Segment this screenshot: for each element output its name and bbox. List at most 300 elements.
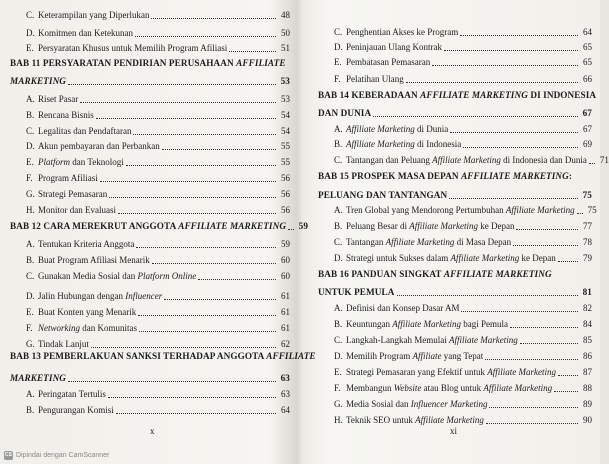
toc-entry-title: [38, 323, 137, 334]
toc-entry-letter: D.: [334, 253, 343, 263]
toc-entry-title: [346, 319, 508, 330]
toc-title-part: Definisi dan Konsep Dasar AM: [346, 303, 460, 313]
toc-leader-dots: [116, 413, 276, 414]
toc-entry-letter: A.: [334, 205, 343, 215]
toc-title-part: dan Teknologi: [70, 157, 124, 167]
toc-title-part: Tantangan: [346, 237, 386, 247]
toc-page-number: 75: [582, 190, 592, 200]
toc-leader-dots: [151, 18, 276, 19]
toc-leader-dots: [485, 359, 578, 360]
toc-title-part: Affiliate Marketing: [385, 237, 455, 247]
toc-entry-letter: H.: [334, 415, 343, 425]
toc-entry-right-1: [318, 42, 592, 53]
toc-title-part: AFFILIATE: [236, 58, 286, 68]
toc-title-part: Persyaratan Khusus untuk Memilih Program Afiliasi: [38, 43, 228, 53]
toc-leader-dots: [152, 263, 276, 264]
toc-title-part: Akun pembayaran dan Perbankan: [38, 141, 160, 151]
toc-title-part: Buat Program Afiliasi Menarik: [38, 255, 150, 265]
toc-entry-right-21: [318, 367, 592, 378]
toc-entry-title: [318, 287, 395, 298]
toc-title-part: Affiliate Marketing: [448, 335, 518, 345]
toc-entry-title: [38, 110, 94, 121]
toc-entry-letter: A.: [26, 239, 35, 249]
toc-leader-dots: [406, 82, 578, 83]
toc-page-number: 84: [583, 319, 592, 329]
toc-title-part: Keterampilan yang Diperlukan: [38, 10, 150, 20]
toc-leader-dots: [449, 198, 578, 199]
toc-chapter-left-4: [10, 76, 290, 87]
toc-entry-letter: G.: [334, 399, 343, 409]
page-number-left: x: [150, 426, 155, 436]
toc-entry-title: [38, 291, 162, 302]
toc-leader-dots: [373, 116, 578, 117]
toc-entry-title: [318, 269, 552, 280]
toc-entry-title: [346, 57, 430, 68]
toc-entry-title: [10, 76, 66, 87]
toc-title-part: Affiliate Marketing: [450, 253, 520, 263]
toc-leader-dots: [558, 375, 578, 376]
toc-chapter-left-13: [10, 221, 309, 232]
toc-page-number: 82: [583, 303, 592, 313]
toc-leader-dots: [68, 381, 276, 382]
toc-entry-title: [38, 339, 89, 350]
toc-entry-letter: B.: [26, 405, 35, 415]
toc-entry-left-23: [10, 389, 290, 400]
toc-title-part: Keuntungan: [346, 319, 393, 329]
toc-leader-dots: [444, 50, 578, 51]
toc-title-part: Platform: [38, 157, 71, 167]
toc-leader-dots: [126, 165, 276, 166]
toc-entry-right-22: [318, 383, 592, 394]
toc-entry-right-20: [318, 351, 592, 362]
toc-title-part: PELUANG DAN TANTANGAN: [318, 190, 448, 200]
toc-page-number: 85: [583, 335, 592, 345]
toc-entry-title: [346, 42, 442, 53]
toc-leader-dots: [91, 347, 276, 348]
toc-entry-letter: C.: [26, 10, 35, 20]
toc-page-number: 61: [281, 307, 290, 317]
toc-entry-title: [346, 139, 461, 150]
toc-leader-dots: [450, 132, 578, 133]
toc-page-number: 54: [281, 110, 290, 120]
right-page: [300, 0, 609, 464]
toc-title-part: Rencana Bisnis: [38, 110, 94, 120]
toc-entry-title: [346, 74, 404, 85]
toc-title-part: DI INDONESIA: [527, 90, 597, 100]
toc-title-part: Tantangan dan Peluang: [346, 155, 433, 165]
toc-page-number: 53: [280, 76, 290, 86]
toc-page-number: 60: [281, 255, 290, 265]
toc-entry-letter: A.: [26, 94, 35, 104]
toc-entry-right-12: [318, 221, 592, 232]
toc-title-part: di Dunia: [414, 124, 449, 134]
toc-title-part: Teknik SEO untuk: [346, 415, 416, 425]
toc-leader-dots: [516, 229, 578, 230]
toc-entry-right-6: [318, 124, 592, 135]
toc-entry-title: [38, 126, 131, 137]
toc-page-number: 48: [281, 10, 290, 20]
toc-leader-dots: [460, 35, 578, 36]
toc-chapter-right-15: [318, 269, 592, 280]
toc-page-number: 67: [583, 124, 592, 134]
toc-entry-left-9: [10, 157, 290, 168]
toc-entry-right-18: [318, 319, 592, 330]
toc-entry-title: [346, 303, 459, 314]
toc-title-part: Peringatan Tertulis: [38, 389, 106, 399]
toc-title-part: Riset Pasar: [38, 94, 79, 104]
toc-entry-title: [346, 221, 514, 232]
toc-page-number: 55: [281, 141, 290, 151]
page-number-right: xi: [450, 426, 458, 436]
toc-chapter-right-4: [318, 90, 597, 101]
toc-page-number: 67: [582, 108, 592, 118]
toc-entry-right-19: [318, 335, 592, 346]
toc-page-number: 61: [281, 291, 290, 301]
toc-title-part: Program Afiliasi: [38, 173, 98, 183]
toc-entry-title: [38, 239, 134, 250]
toc-title-part: Pengurangan Komisi: [38, 405, 114, 415]
toc-entry-title: [10, 373, 66, 384]
toc-entry-title: [38, 43, 227, 54]
toc-chapter-right-16: [318, 287, 592, 298]
toc-entry-title: [38, 173, 98, 184]
toc-leader-dots: [108, 397, 276, 398]
toc-title-part: Affiliate Marketing: [415, 415, 484, 425]
toc-entry-letter: C.: [26, 126, 35, 136]
toc-title-part: Penghentian Akses ke Program: [346, 27, 459, 37]
toc-entry-letter: F.: [334, 74, 341, 84]
toc-entry-title: [346, 237, 511, 248]
toc-entry-left-11: [10, 189, 290, 200]
toc-title-part: DAN DUNIA: [318, 108, 372, 118]
toc-title-part: Website: [393, 383, 422, 393]
toc-page-number: 56: [281, 173, 290, 183]
toc-leader-dots: [100, 181, 276, 182]
toc-leader-dots: [513, 245, 578, 246]
toc-leader-dots: [162, 149, 276, 150]
toc-entry-letter: H.: [26, 205, 35, 215]
toc-entry-left-2: [10, 43, 290, 54]
toc-entry-title: [10, 58, 286, 69]
toc-title-part: Legalitas dan Pendaftaran: [38, 126, 132, 136]
toc-entry-left-12: [10, 205, 290, 216]
toc-entry-title: [346, 383, 552, 394]
toc-title-part: Gunakan Media Sosial dan: [38, 271, 138, 281]
toc-page-number: 65: [583, 42, 592, 52]
toc-entry-title: [346, 155, 587, 166]
toc-entry-title: [38, 10, 149, 21]
toc-title-part: Tindak Lanjut: [38, 339, 89, 349]
toc-title-part: Monitor dan Evaluasi: [38, 205, 116, 215]
toc-entry-title: [346, 399, 487, 410]
toc-entry-letter: E.: [334, 367, 342, 377]
toc-title-part: Peluang Besar di: [346, 221, 410, 231]
toc-leader-dots: [554, 391, 578, 392]
toc-entry-right-3: [318, 74, 592, 85]
toc-leader-dots: [164, 299, 276, 300]
toc-leader-dots: [510, 327, 578, 328]
toc-title-part: BAB 11 PERSYARATAN PENDIRIAN PERUSAHAAN: [10, 58, 237, 68]
toc-page-number: 64: [281, 405, 290, 415]
toc-page-number: 90: [583, 415, 592, 425]
toc-leader-dots: [229, 51, 276, 52]
toc-entry-title: [346, 124, 448, 135]
toc-entry-title: [346, 335, 518, 346]
toc-leader-dots: [68, 84, 276, 85]
toc-title-part: :: [568, 171, 573, 181]
toc-title-part: AFFILIATE MARKETING: [178, 221, 287, 231]
toc-entry-title: [318, 108, 371, 119]
toc-leader-dots: [109, 197, 276, 198]
toc-entry-title: [346, 27, 458, 38]
toc-entry-title: [10, 221, 286, 232]
toc-entry-letter: E.: [26, 157, 34, 167]
toc-page-number: 50: [281, 28, 290, 38]
toc-leader-dots: [486, 423, 578, 424]
toc-title-part: BAB 12 CARA MEREKRUT ANGGOTA: [10, 221, 179, 231]
toc-title-part: Media Sosial dan: [346, 399, 411, 409]
toc-title-part: di Masa Depan: [454, 237, 512, 247]
toc-page-number: 75: [587, 205, 597, 215]
toc-title-part: Affiliate Marketing: [432, 155, 501, 165]
toc-title-part: atau Blog untuk: [421, 383, 484, 393]
toc-entry-title: [318, 90, 596, 101]
toc-entry-right-23: [318, 399, 592, 410]
toc-entry-right-14: [318, 253, 592, 264]
toc-entry-letter: F.: [26, 323, 33, 333]
toc-entry-title: [346, 351, 483, 362]
toc-leader-dots: [198, 279, 276, 280]
toc-entry-left-10: [10, 173, 290, 184]
toc-page-number: 89: [583, 399, 592, 409]
toc-page-number: 54: [281, 126, 290, 136]
toc-title-part: Affiliate: [412, 351, 442, 361]
toc-entry-right-0: [318, 27, 592, 38]
toc-title-part: Affiliate Marketing: [346, 124, 415, 134]
toc-leader-dots: [461, 311, 578, 312]
toc-title-part: MARKETING: [10, 373, 67, 383]
toc-title-part: AFFILIATE MARKETING: [420, 90, 528, 100]
toc-title-part: BAB 16 PANDUAN SINGKAT: [318, 269, 444, 279]
toc-entry-left-19: [10, 323, 290, 334]
toc-title-part: Affiliate Marketing: [392, 319, 461, 329]
toc-entry-title: [38, 157, 124, 168]
toc-title-part: AFFILIATE: [266, 351, 316, 361]
toc-entry-letter: E.: [334, 57, 342, 67]
toc-entry-left-18: [10, 307, 290, 318]
toc-page-number: 78: [583, 237, 592, 247]
toc-entry-letter: B.: [334, 319, 343, 329]
toc-entry-letter: C.: [334, 237, 343, 247]
toc-title-part: Tren Global yang Mendorong Pertumbuhan: [346, 205, 506, 215]
toc-title-part: bagi Pemula: [461, 319, 508, 329]
toc-entry-letter: A.: [334, 303, 343, 313]
toc-title-part: Pelatihan Ulang: [346, 74, 404, 84]
toc-page-number: 81: [582, 287, 592, 297]
toc-page-number: 60: [281, 271, 290, 281]
toc-leader-dots: [520, 343, 578, 344]
toc-title-part: BAB 13 PEMBERLAKUAN SANKSI TERHADAP ANGGOTA: [10, 351, 267, 361]
toc-title-part: AFFILIATE MARKETING: [461, 171, 569, 181]
toc-chapter-right-9: [318, 171, 592, 182]
toc-chapter-right-5: [318, 108, 592, 119]
toc-chapter-left-22: [10, 373, 290, 384]
toc-page-number: 87: [583, 367, 592, 377]
toc-title-part: dan Komunitas: [80, 323, 137, 333]
camscanner-icon: CS: [5, 452, 12, 458]
toc-entry-title: [318, 171, 572, 182]
toc-leader-dots: [133, 134, 276, 135]
watermark-text: Dipindai dengan CamScanner: [16, 452, 110, 459]
toc-page-number: 56: [281, 189, 290, 199]
toc-entry-letter: C.: [334, 335, 343, 345]
toc-entry-title: [346, 415, 484, 426]
toc-entry-left-16: [10, 271, 290, 282]
toc-title-part: Tentukan Kriteria Anggota: [38, 239, 135, 249]
toc-title-part: Influencer: [125, 291, 163, 301]
toc-entry-letter: B.: [26, 110, 35, 120]
toc-entry-letter: G.: [26, 339, 35, 349]
toc-entry-letter: C.: [334, 155, 343, 165]
toc-page-number: 64: [583, 27, 592, 37]
toc-entry-letter: B.: [26, 255, 35, 265]
toc-entry-title: [38, 205, 116, 216]
toc-entry-letter: C.: [334, 27, 343, 37]
toc-title-part: yang Tepat: [441, 351, 484, 361]
toc-entry-title: [38, 94, 78, 105]
toc-leader-dots: [135, 36, 276, 37]
toc-leader-dots: [397, 295, 579, 296]
toc-entry-left-17: [10, 291, 290, 302]
toc-title-part: BAB 15 PROSPEK MASA DEPAN: [318, 171, 462, 181]
toc-entry-letter: E.: [26, 43, 34, 53]
toc-title-part: BAB 14 KEBERADAAN: [318, 90, 421, 100]
toc-entry-title: [346, 367, 556, 378]
toc-entry-right-17: [318, 303, 592, 314]
toc-page-number: 55: [281, 157, 290, 167]
toc-entry-letter: F.: [26, 173, 33, 183]
toc-page-number: 51: [281, 43, 290, 53]
toc-title-part: Pembatasan Pemasaran: [346, 57, 431, 67]
toc-entry-letter: D.: [26, 28, 35, 38]
toc-title-part: di Indonesia dan Dunia: [500, 155, 587, 165]
toc-title-part: Buat Konten yang Menarik: [38, 307, 137, 317]
toc-title-part: di Indonesia: [414, 139, 462, 149]
toc-entry-letter: E.: [26, 307, 34, 317]
toc-entry-left-15: [10, 255, 290, 266]
toc-title-part: Platform Online: [137, 271, 197, 281]
toc-entry-left-24: [10, 405, 290, 416]
toc-leader-dots: [118, 213, 276, 214]
toc-title-part: Strategi Pemasaran: [38, 189, 108, 199]
toc-title-part: Influencer Marketing: [410, 399, 488, 409]
toc-entry-right-7: [318, 139, 592, 150]
toc-entry-right-2: [318, 57, 592, 68]
toc-title-part: Jalin Hubungan dengan: [38, 291, 126, 301]
toc-entry-left-5: [10, 94, 290, 105]
toc-title-part: Strategi Pemasaran yang Efektif untuk: [346, 367, 488, 377]
toc-entry-left-1: [10, 28, 290, 39]
toc-title-part: Komitmen dan Ketekunan: [38, 28, 133, 38]
toc-leader-dots: [463, 147, 578, 148]
toc-entry-letter: B.: [334, 221, 343, 231]
toc-chapter-left-3: [10, 58, 290, 69]
toc-entry-letter: D.: [334, 42, 343, 52]
toc-leader-dots: [136, 247, 276, 248]
toc-title-part: Peninjauan Ulang Kontrak: [346, 42, 442, 52]
toc-title-part: Affiliate Marketing: [487, 367, 556, 377]
toc-entry-letter: F.: [334, 383, 341, 393]
toc-title-part: Affiliate Marketing: [346, 139, 415, 149]
toc-page-number: 86: [583, 351, 592, 361]
toc-entry-letter: D.: [334, 351, 343, 361]
toc-entry-right-13: [318, 237, 592, 248]
toc-chapter-right-10: [318, 190, 592, 201]
toc-title-part: Affiliate Marketing: [409, 221, 478, 231]
toc-leader-dots: [489, 407, 578, 408]
toc-title-part: Membangun: [346, 383, 394, 393]
toc-page-number: 56: [281, 205, 290, 215]
toc-entry-title: [38, 28, 133, 39]
toc-entry-left-7: [10, 126, 290, 137]
toc-entry-title: [38, 189, 107, 200]
toc-title-part: Affiliate Marketing: [505, 205, 575, 215]
toc-page-number: 77: [583, 221, 592, 231]
toc-page-number: 66: [583, 74, 592, 84]
toc-entry-left-6: [10, 110, 290, 121]
toc-leader-dots: [138, 315, 276, 316]
toc-entry-letter: D.: [26, 141, 35, 151]
toc-leader-dots: [432, 65, 578, 66]
toc-page-number: 88: [583, 383, 592, 393]
toc-page-number: 63: [280, 373, 290, 383]
toc-entry-right-24: [318, 415, 592, 426]
toc-page-number: 53: [281, 94, 290, 104]
toc-entry-title: [38, 141, 160, 152]
toc-entry-letter: D.: [26, 291, 35, 301]
toc-page-number: 65: [583, 57, 592, 67]
toc-page-number: 69: [583, 139, 592, 149]
toc-entry-left-8: [10, 141, 290, 152]
toc-title-part: Memilih Program: [346, 351, 413, 361]
toc-page-number: 59: [298, 221, 309, 231]
toc-title-part: Networking: [38, 323, 80, 333]
toc-title-part: ke Depan: [478, 221, 515, 231]
toc-title-part: UNTUK PEMULA: [318, 287, 395, 297]
toc-entry-title: [318, 190, 447, 201]
toc-entry-letter: A.: [26, 389, 35, 399]
toc-entry-right-8: [318, 155, 609, 166]
toc-leader-dots: [80, 102, 276, 103]
toc-entry-title: [38, 255, 150, 266]
toc-title-part: MARKETING: [10, 76, 67, 86]
scanner-watermark: [4, 451, 109, 460]
toc-page-number: 59: [281, 239, 290, 249]
toc-entry-title: [10, 351, 316, 362]
toc-leader-dots: [288, 229, 294, 230]
toc-leader-dots: [589, 163, 595, 164]
toc-page-number: 62: [281, 339, 290, 349]
toc-entry-title: [38, 405, 114, 416]
toc-entry-left-0: [10, 10, 290, 21]
toc-leader-dots: [139, 331, 276, 332]
toc-leader-dots: [96, 118, 276, 119]
toc-entry-letter: B.: [334, 139, 343, 149]
toc-entry-title: [38, 307, 136, 318]
toc-entry-title: [346, 205, 575, 216]
toc-entry-title: [38, 389, 106, 400]
toc-title-part: Affiliate Marketing: [483, 383, 553, 393]
